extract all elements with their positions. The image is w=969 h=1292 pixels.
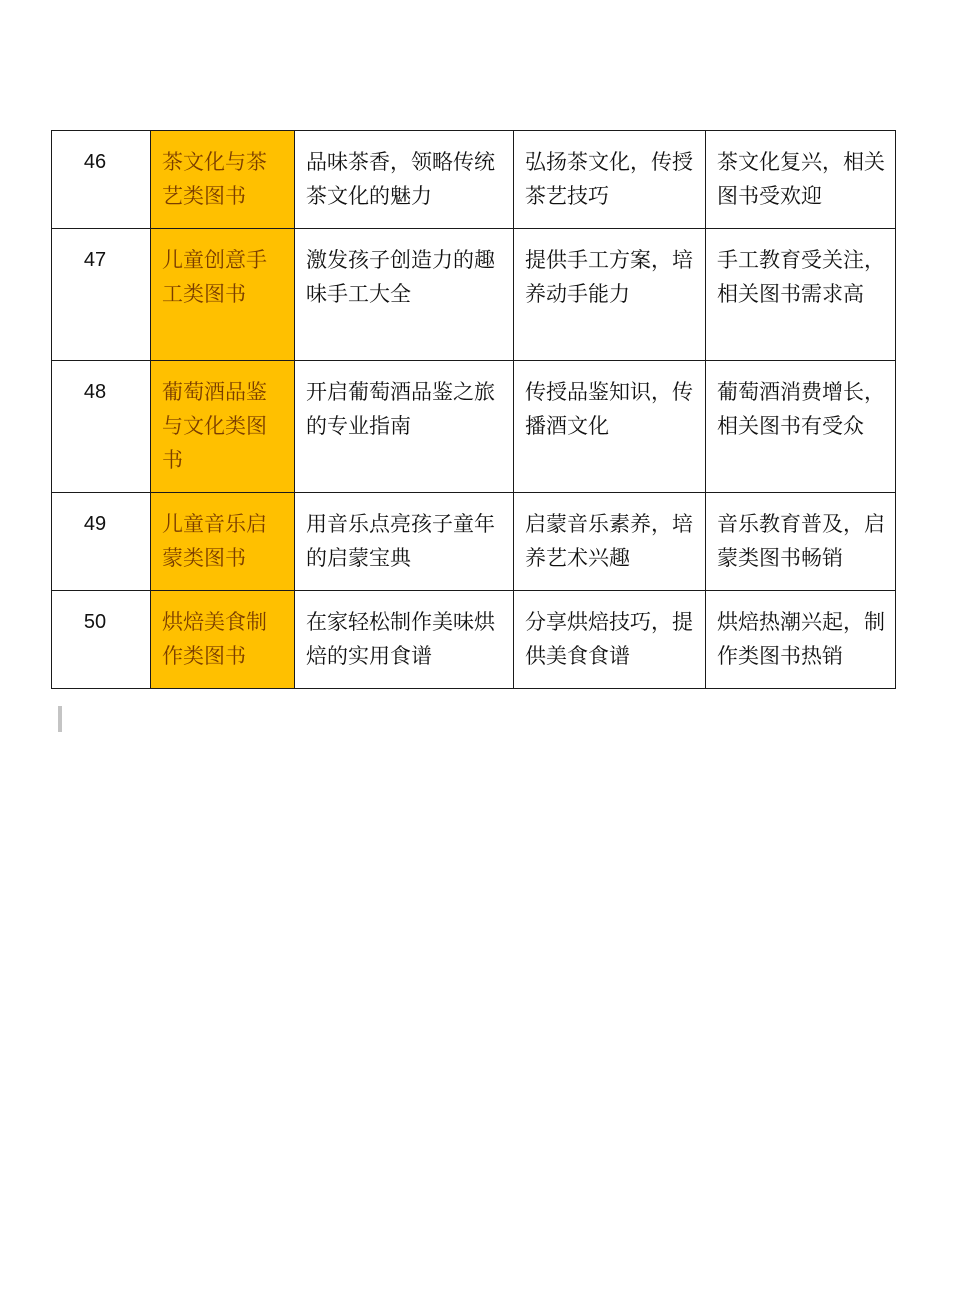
market-cell: 烘焙热潮兴起，制作类图书热销 (706, 591, 896, 689)
market-cell: 音乐教育普及，启蒙类图书畅销 (706, 493, 896, 591)
market-cell: 手工教育受关注，相关图书需求高 (706, 229, 896, 361)
table-row (52, 361, 896, 493)
value-cell: 弘扬茶文化，传授茶艺技巧 (514, 131, 706, 229)
row-number-cell: 47 (52, 229, 151, 361)
category-cell: 烘焙美食制作类图书 (151, 591, 295, 689)
value-cell: 传授品鉴知识，传播酒文化 (514, 361, 706, 493)
table-row (52, 131, 896, 229)
feature-cell: 在家轻松制作美味烘焙的实用食谱 (295, 591, 514, 689)
table-row (52, 591, 896, 689)
category-cell: 葡萄酒品鉴与文化类图书 (151, 361, 295, 493)
value-cell: 分享烘焙技巧，提供美食食谱 (514, 591, 706, 689)
row-number-cell: 50 (52, 591, 151, 689)
category-cell: 儿童创意手工类图书 (151, 229, 295, 361)
value-cell: 启蒙音乐素养，培养艺术兴趣 (514, 493, 706, 591)
table-row (52, 493, 896, 591)
feature-cell: 用音乐点亮孩子童年的启蒙宝典 (295, 493, 514, 591)
market-cell: 葡萄酒消费增长，相关图书有受众 (706, 361, 896, 493)
row-number-cell: 46 (52, 131, 151, 229)
category-cell: 儿童音乐启蒙类图书 (151, 493, 295, 591)
category-cell: 茶文化与茶艺类图书 (151, 131, 295, 229)
text-cursor (58, 706, 62, 732)
feature-cell: 开启葡萄酒品鉴之旅的专业指南 (295, 361, 514, 493)
value-cell: 提供手工方案，培养动手能力 (514, 229, 706, 361)
feature-cell: 品味茶香，领略传统茶文化的魅力 (295, 131, 514, 229)
market-cell: 茶文化复兴，相关图书受欢迎 (706, 131, 896, 229)
feature-cell: 激发孩子创造力的趣味手工大全 (295, 229, 514, 361)
book-category-table (51, 130, 896, 689)
row-number-cell: 49 (52, 493, 151, 591)
row-number-cell: 48 (52, 361, 151, 493)
table-row (52, 229, 896, 361)
